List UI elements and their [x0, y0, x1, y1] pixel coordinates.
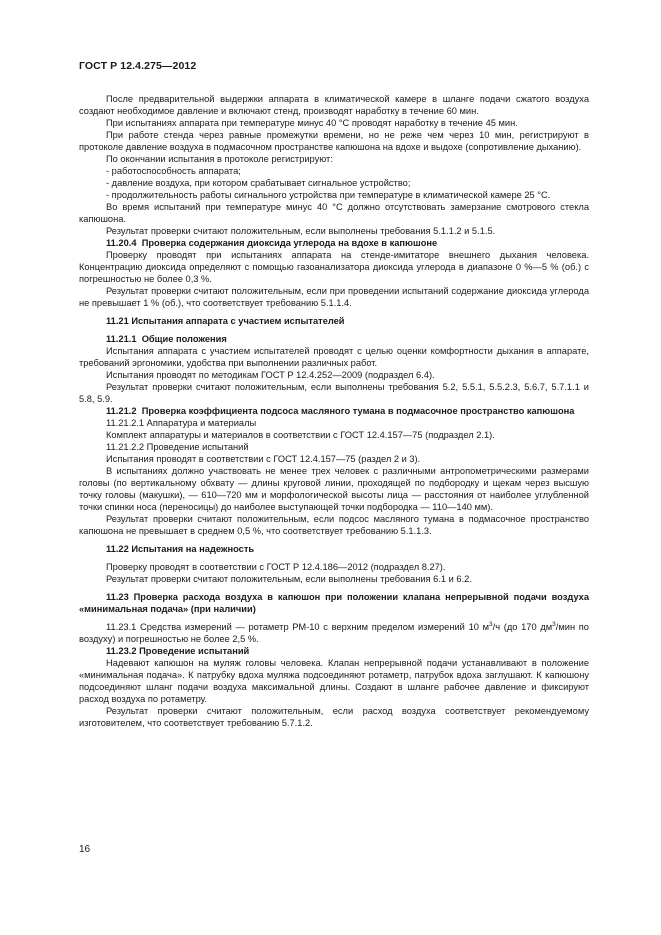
paragraph: Результат проверки считают положительным, если при проведении испытаний содержание диоксида углерода не превышает 1 % (об.), что соответствует требованию 5.1.1.4.: [79, 286, 589, 308]
section-heading: [79, 405, 589, 417]
paragraph: Результат проверки считают положительным, если выполнены требования 6.1 и 6.2.: [106, 574, 472, 584]
section-heading: [79, 237, 589, 249]
document-body: [79, 93, 589, 729]
paragraph: По окончании испытания в протоколе регистрируют:: [106, 154, 333, 164]
section-heading: [79, 333, 589, 345]
list-item: - давление воздуха, при котором срабатывает сигнальное устройство;: [106, 178, 411, 188]
section-title: Проверка содержания диоксида углерода на вдохе в капюшоне: [141, 238, 438, 248]
paragraph: Результат проверки считают положительным, если расход воздуха соответствует рекомендуемому изготовителем, что соответствует требованию 5.7.1.2.: [79, 706, 589, 728]
text-run: /ч (до 170 дм: [492, 622, 553, 632]
paragraph: Надевают капюшон на муляж головы человека. Клапан непрерывной подачи устанавливают в положение «минимальная подача». К патрубку вдоха муляжа подсоединяют ротаметр, патрубок вдоха заглушают. К капюшону подсоединяют шланг подачи воздуха максимальной длины. Создают в шланге рабочее давление и фиксируют расход воздуха по ротаметру.: [79, 658, 589, 704]
paragraph: Проверку проводят при испытаниях аппарата на стенде-имитаторе внешнего дыхания человека. Концентрацию диоксида определяют с помощью газоанализатора диоксида углерода в диапазоне 0 %—5 % (об.) с погрешностью не более 0,3 %.: [79, 250, 589, 284]
paragraph: Результат проверки считают положительным, если выполнены требования 5.2, 5.5.1, 5.5.2.3, 5.6.7, 5.7.1.1 и 5.8, 5.9.: [79, 382, 589, 404]
paragraph: Результат проверки считают положительным, если выполнены требования 5.1.1.2 и 5.1.5.: [106, 226, 496, 236]
subsection-heading: 11.21.2.2 Проведение испытаний: [106, 442, 249, 452]
section-number: 11.20.4: [106, 238, 137, 248]
document-header: ГОСТ Р 12.4.275—2012: [79, 60, 197, 72]
paragraph: Испытания проводят по методикам ГОСТ Р 12.4.252—2009 (подраздел 6.4).: [106, 370, 435, 380]
text-run: 11.23.1 Средства измерений — ротаметр РМ-10 с верхним пределом измерений 10 м: [106, 622, 489, 632]
paragraph: Результат проверки считают положительным, если подсос масляного тумана в подмасочное пространство капюшона не превышает в среднем 0,5 %, что соответствует требованию 5.1.1.3.: [79, 514, 589, 536]
list-item: - работоспособность аппарата;: [106, 166, 241, 176]
section-title: Проверка коэффициента подсоса масляного тумана в подмасочное пространство капюшона: [141, 406, 575, 416]
paragraph: Испытания аппарата с участием испытателей проводят с целью оценки комфортности дыхания в аппарате, требований эргономики, удобства при выполнении различных работ.: [79, 346, 589, 368]
paragraph: Во время испытаний при температуре минус 40 °С должно отсутствовать замерзание смотрового стекла капюшона.: [79, 202, 589, 224]
paragraph: Комплект аппаратуры и материалов в соответствии с ГОСТ 12.4.157—75 (подраздел 2.1).: [106, 430, 495, 440]
superscript: 3: [489, 620, 493, 628]
section-number: 11.21.2: [106, 406, 137, 416]
section-number: 11.21.1: [106, 334, 137, 344]
paragraph: После предварительной выдержки аппарата в климатической камере в шланге подачи сжатого воздуха создают необходимое давление и включают стенд, производят наработку в течение 60 мин.: [79, 94, 589, 116]
paragraph: При работе стенда через равные промежутки времени, но не реже чем через 10 мин, регистрируют в протоколе давление воздуха в подмасочном пространстве капюшона на вдохе и выдохе (сопротивление дыханию).: [79, 130, 589, 152]
section-heading: 11.22 Испытания на надежность: [106, 544, 255, 554]
superscript: 3: [552, 620, 556, 628]
section-heading: 11.23 Проверка расхода воздуха в капюшон при положении клапана непрерывной подачи воздуха «минимальная подача» (при наличии): [79, 592, 589, 614]
paragraph: [79, 621, 589, 645]
list-item: - продолжительность работы сигнального устройства при температуре в климатической камере 25 °С.: [106, 190, 551, 200]
text-run: /мин по воздуху) и погрешностью не более 2,5 %.: [79, 622, 589, 644]
paragraph: Испытания проводят в соответствии с ГОСТ 12.4.157—75 (раздел 2 и 3).: [106, 454, 421, 464]
page-number: 16: [79, 844, 91, 855]
paragraph: В испытаниях должно участвовать не менее трех человек с различными антропометрическими размерами головы (по вертикальному обхвату — длины круговой линии, проходящей по подбородку и щекам через высшую точку головы (макушки), — 610—720 мм и морфологической высоты лица — расстояния от наиболее углубленной точки спинки носа (переносицы) до наиболее выступающей точки подбородка — 110—140 мм).: [79, 466, 589, 512]
subsection-heading: 11.21.2.1 Аппаратура и материалы: [106, 418, 257, 428]
paragraph: Проверку проводят в соответствии с ГОСТ Р 12.4.186—2012 (подраздел 8.27).: [106, 562, 446, 572]
section-title: Общие положения: [141, 334, 227, 344]
section-heading: 11.21 Испытания аппарата с участием испытателей: [106, 316, 345, 326]
paragraph: При испытаниях аппарата при температуре минус 40 °С проводят наработку в течение 45 мин.: [106, 118, 518, 128]
section-heading: 11.23.2 Проведение испытаний: [106, 646, 250, 656]
